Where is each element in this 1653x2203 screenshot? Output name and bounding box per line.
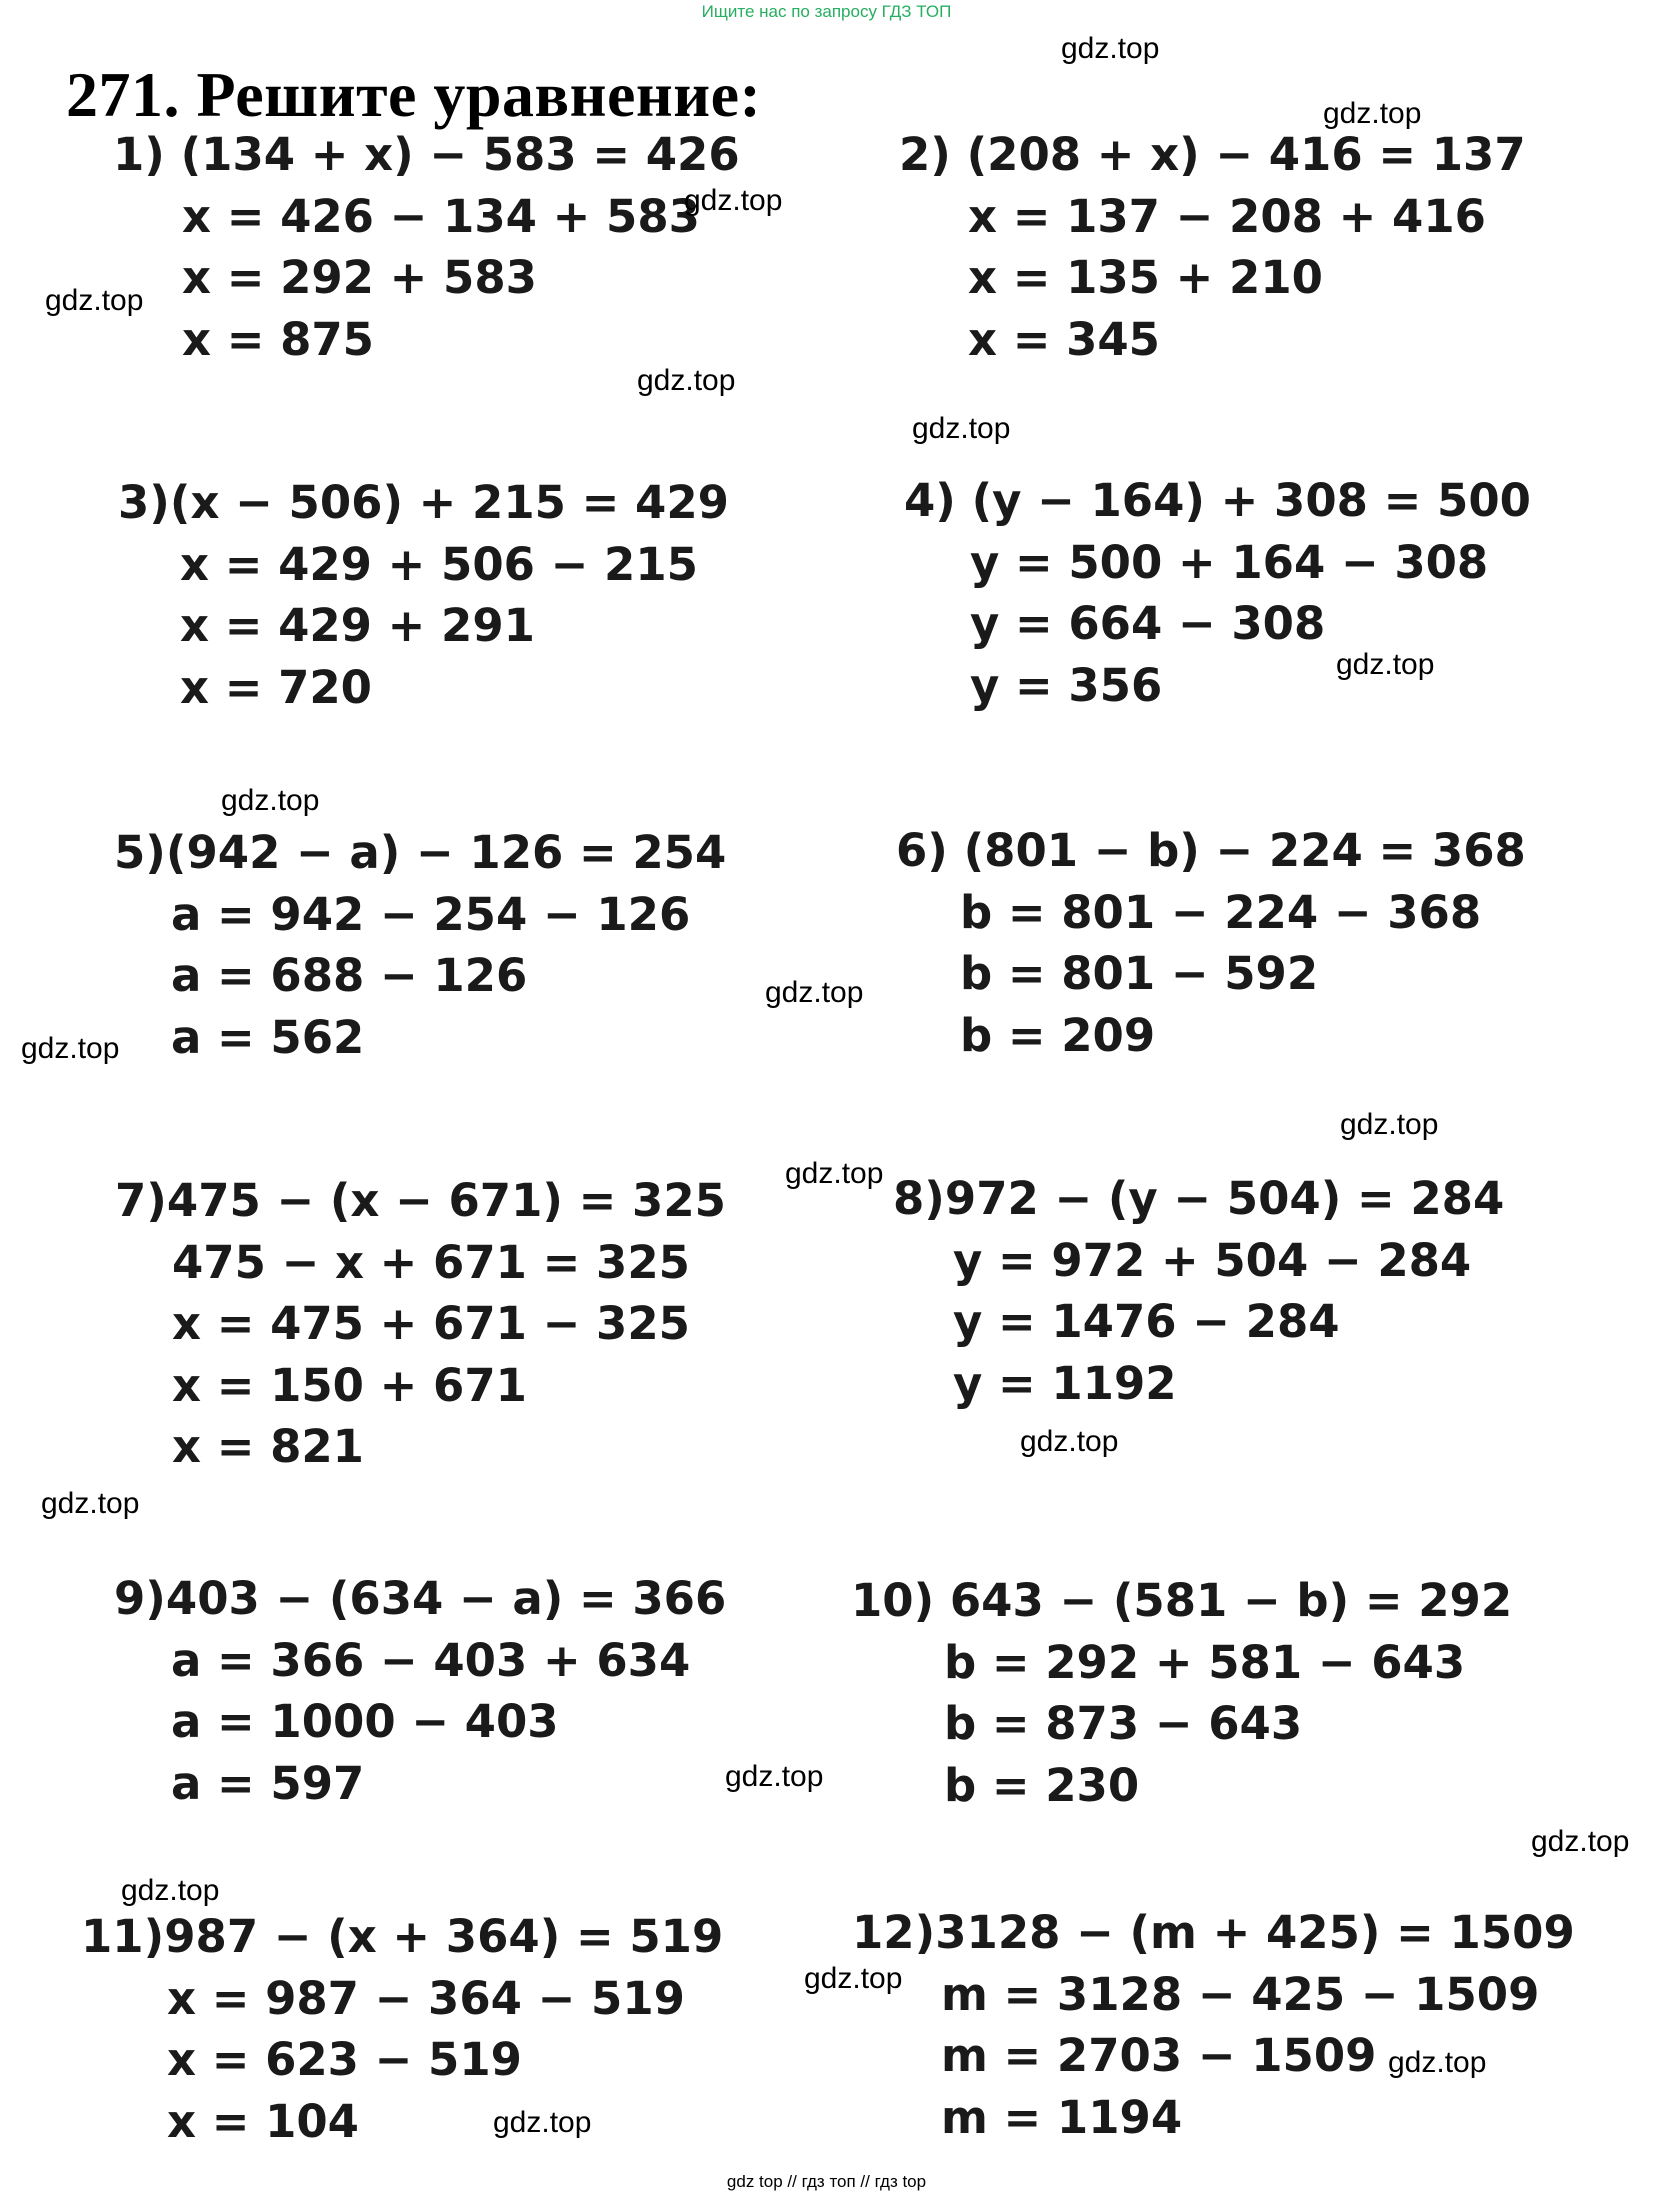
- equation-line: (942 − a) − 126 = 254: [165, 826, 727, 879]
- problem-number: 4): [904, 474, 956, 527]
- problem-number: 8): [893, 1172, 945, 1225]
- equation-line: x = 292 + 583: [182, 251, 537, 304]
- equation-line: x = 137 − 208 + 416: [968, 189, 1486, 243]
- problem-number: 2): [899, 128, 951, 181]
- watermark: gdz.top: [912, 412, 1011, 445]
- equation-line: x = 104: [167, 2094, 359, 2148]
- watermark: gdz.top: [1388, 2046, 1487, 2079]
- equation-line: 403 − (634 − a) = 366: [165, 1572, 727, 1625]
- equation-line: x = 875: [182, 312, 374, 366]
- problem-2: [899, 124, 1526, 370]
- footer-links[interactable]: gdz top // гдз топ // гдз top: [726, 2172, 927, 2191]
- equation-line: x = 429 + 291: [180, 599, 535, 652]
- equation-line: (134 + x) − 583 = 426: [180, 128, 740, 181]
- equation-line: b = 873 − 643: [944, 1697, 1303, 1750]
- watermark: gdz.top: [725, 1760, 824, 1793]
- equation-line: y = 1476 − 284: [953, 1295, 1340, 1348]
- equation-line: a = 562: [171, 1010, 365, 1064]
- equation-line: x = 475 + 671 − 325: [172, 1297, 690, 1350]
- problem-number: 9): [114, 1572, 166, 1625]
- watermark: gdz.top: [765, 976, 864, 1009]
- problem-number: 1): [113, 128, 165, 181]
- watermark: gdz.top: [637, 364, 736, 397]
- equation-line: (801 − b) − 224 = 368: [963, 824, 1526, 877]
- equation-line: 643 − (581 − b) = 292: [949, 1574, 1513, 1627]
- equation-line: y = 500 + 164 − 308: [970, 535, 1489, 589]
- equation-line: b = 209: [960, 1008, 1156, 1062]
- equation-line: b = 230: [944, 1758, 1140, 1812]
- problem-number: 6): [896, 824, 948, 877]
- equation-line: x = 135 + 210: [968, 251, 1323, 304]
- watermark: gdz.top: [1323, 97, 1422, 130]
- watermark: gdz.top: [1020, 1425, 1119, 1458]
- problem-6: [896, 820, 1526, 1066]
- equation-line: y = 664 − 308: [970, 597, 1326, 650]
- equation-line: b = 292 + 581 − 643: [944, 1635, 1466, 1689]
- problem-number: 5): [114, 826, 166, 879]
- equation-line: y = 972 + 504 − 284: [953, 1233, 1472, 1287]
- equation-line: x = 429 + 506 − 215: [180, 537, 698, 591]
- watermark: gdz.top: [1531, 1825, 1630, 1858]
- watermark: gdz.top: [121, 1874, 220, 1907]
- equation-line: 972 − (y − 504) = 284: [944, 1172, 1505, 1225]
- equation-line: 987 − (x + 364) = 519: [164, 1910, 724, 1963]
- equation-line: x = 987 − 364 − 519: [167, 1971, 685, 2025]
- equation-line: 475 − x + 671 = 325: [172, 1235, 690, 1289]
- equation-line: a = 366 − 403 + 634: [171, 1633, 691, 1687]
- problem-7: [115, 1170, 726, 1478]
- problem-number: 7): [115, 1174, 167, 1227]
- problem-3: [118, 472, 729, 718]
- equation-line: x = 623 − 519: [167, 2033, 522, 2086]
- watermark: gdz.top: [41, 1487, 140, 1520]
- equation-line: x = 720: [180, 660, 372, 714]
- problem-4: [904, 470, 1531, 716]
- watermark: gdz.top: [1061, 32, 1160, 65]
- equation-line: a = 597: [171, 1756, 365, 1810]
- problem-12: [852, 1902, 1575, 2148]
- equation-line: (x − 506) + 215 = 429: [169, 476, 729, 529]
- watermark: gdz.top: [804, 1962, 903, 1995]
- watermark: gdz.top: [45, 284, 144, 317]
- problem-11: [81, 1906, 723, 2152]
- watermark: gdz.top: [21, 1032, 120, 1065]
- problem-number: 11): [81, 1910, 165, 1963]
- problem-number: 12): [852, 1906, 936, 1959]
- page-title: 271. Решите уравнение:: [66, 59, 762, 130]
- equation-line: (208 + x) − 416 = 137: [966, 128, 1526, 181]
- equation-line: a = 942 − 254 − 126: [171, 887, 691, 941]
- problem-number: 10): [851, 1574, 935, 1627]
- equation-line: m = 3128 − 425 − 1509: [941, 1967, 1540, 2021]
- equation-line: (y − 164) + 308 = 500: [971, 474, 1531, 527]
- equation-line: x = 821: [172, 1420, 364, 1473]
- equation-line: x = 150 + 671: [172, 1358, 527, 1412]
- equation-line: a = 688 − 126: [171, 949, 528, 1002]
- equation-line: y = 356: [970, 658, 1163, 712]
- equation-line: 3128 − (m + 425) = 1509: [935, 1906, 1575, 1959]
- equation-line: a = 1000 − 403: [171, 1695, 559, 1748]
- watermark: gdz.top: [1340, 1108, 1439, 1141]
- equation-line: b = 801 − 592: [960, 947, 1319, 1000]
- equation-line: m = 2703 − 1509: [941, 2029, 1377, 2082]
- problem-5: [114, 822, 726, 1068]
- problem-number: 3): [118, 476, 170, 529]
- equation-line: x = 345: [968, 312, 1160, 366]
- watermark: gdz.top: [1336, 648, 1435, 681]
- problem-1: [113, 124, 740, 370]
- watermark: gdz.top: [221, 784, 320, 817]
- watermark: gdz.top: [785, 1157, 884, 1190]
- equation-line: m = 1194: [941, 2090, 1183, 2144]
- problem-10: [851, 1570, 1512, 1816]
- watermark: gdz.top: [684, 184, 783, 217]
- watermark: gdz.top: [493, 2106, 592, 2139]
- equation-line: 475 − (x − 671) = 325: [166, 1174, 726, 1227]
- equation-line: y = 1192: [953, 1356, 1177, 1410]
- top-banner[interactable]: Ищите нас по запросу ГДЗ ТОП: [701, 2, 952, 21]
- problem-9: [114, 1568, 726, 1814]
- problem-8: [893, 1168, 1504, 1414]
- equation-line: x = 426 − 134 + 583: [182, 189, 700, 243]
- equation-line: b = 801 − 224 − 368: [960, 885, 1482, 939]
